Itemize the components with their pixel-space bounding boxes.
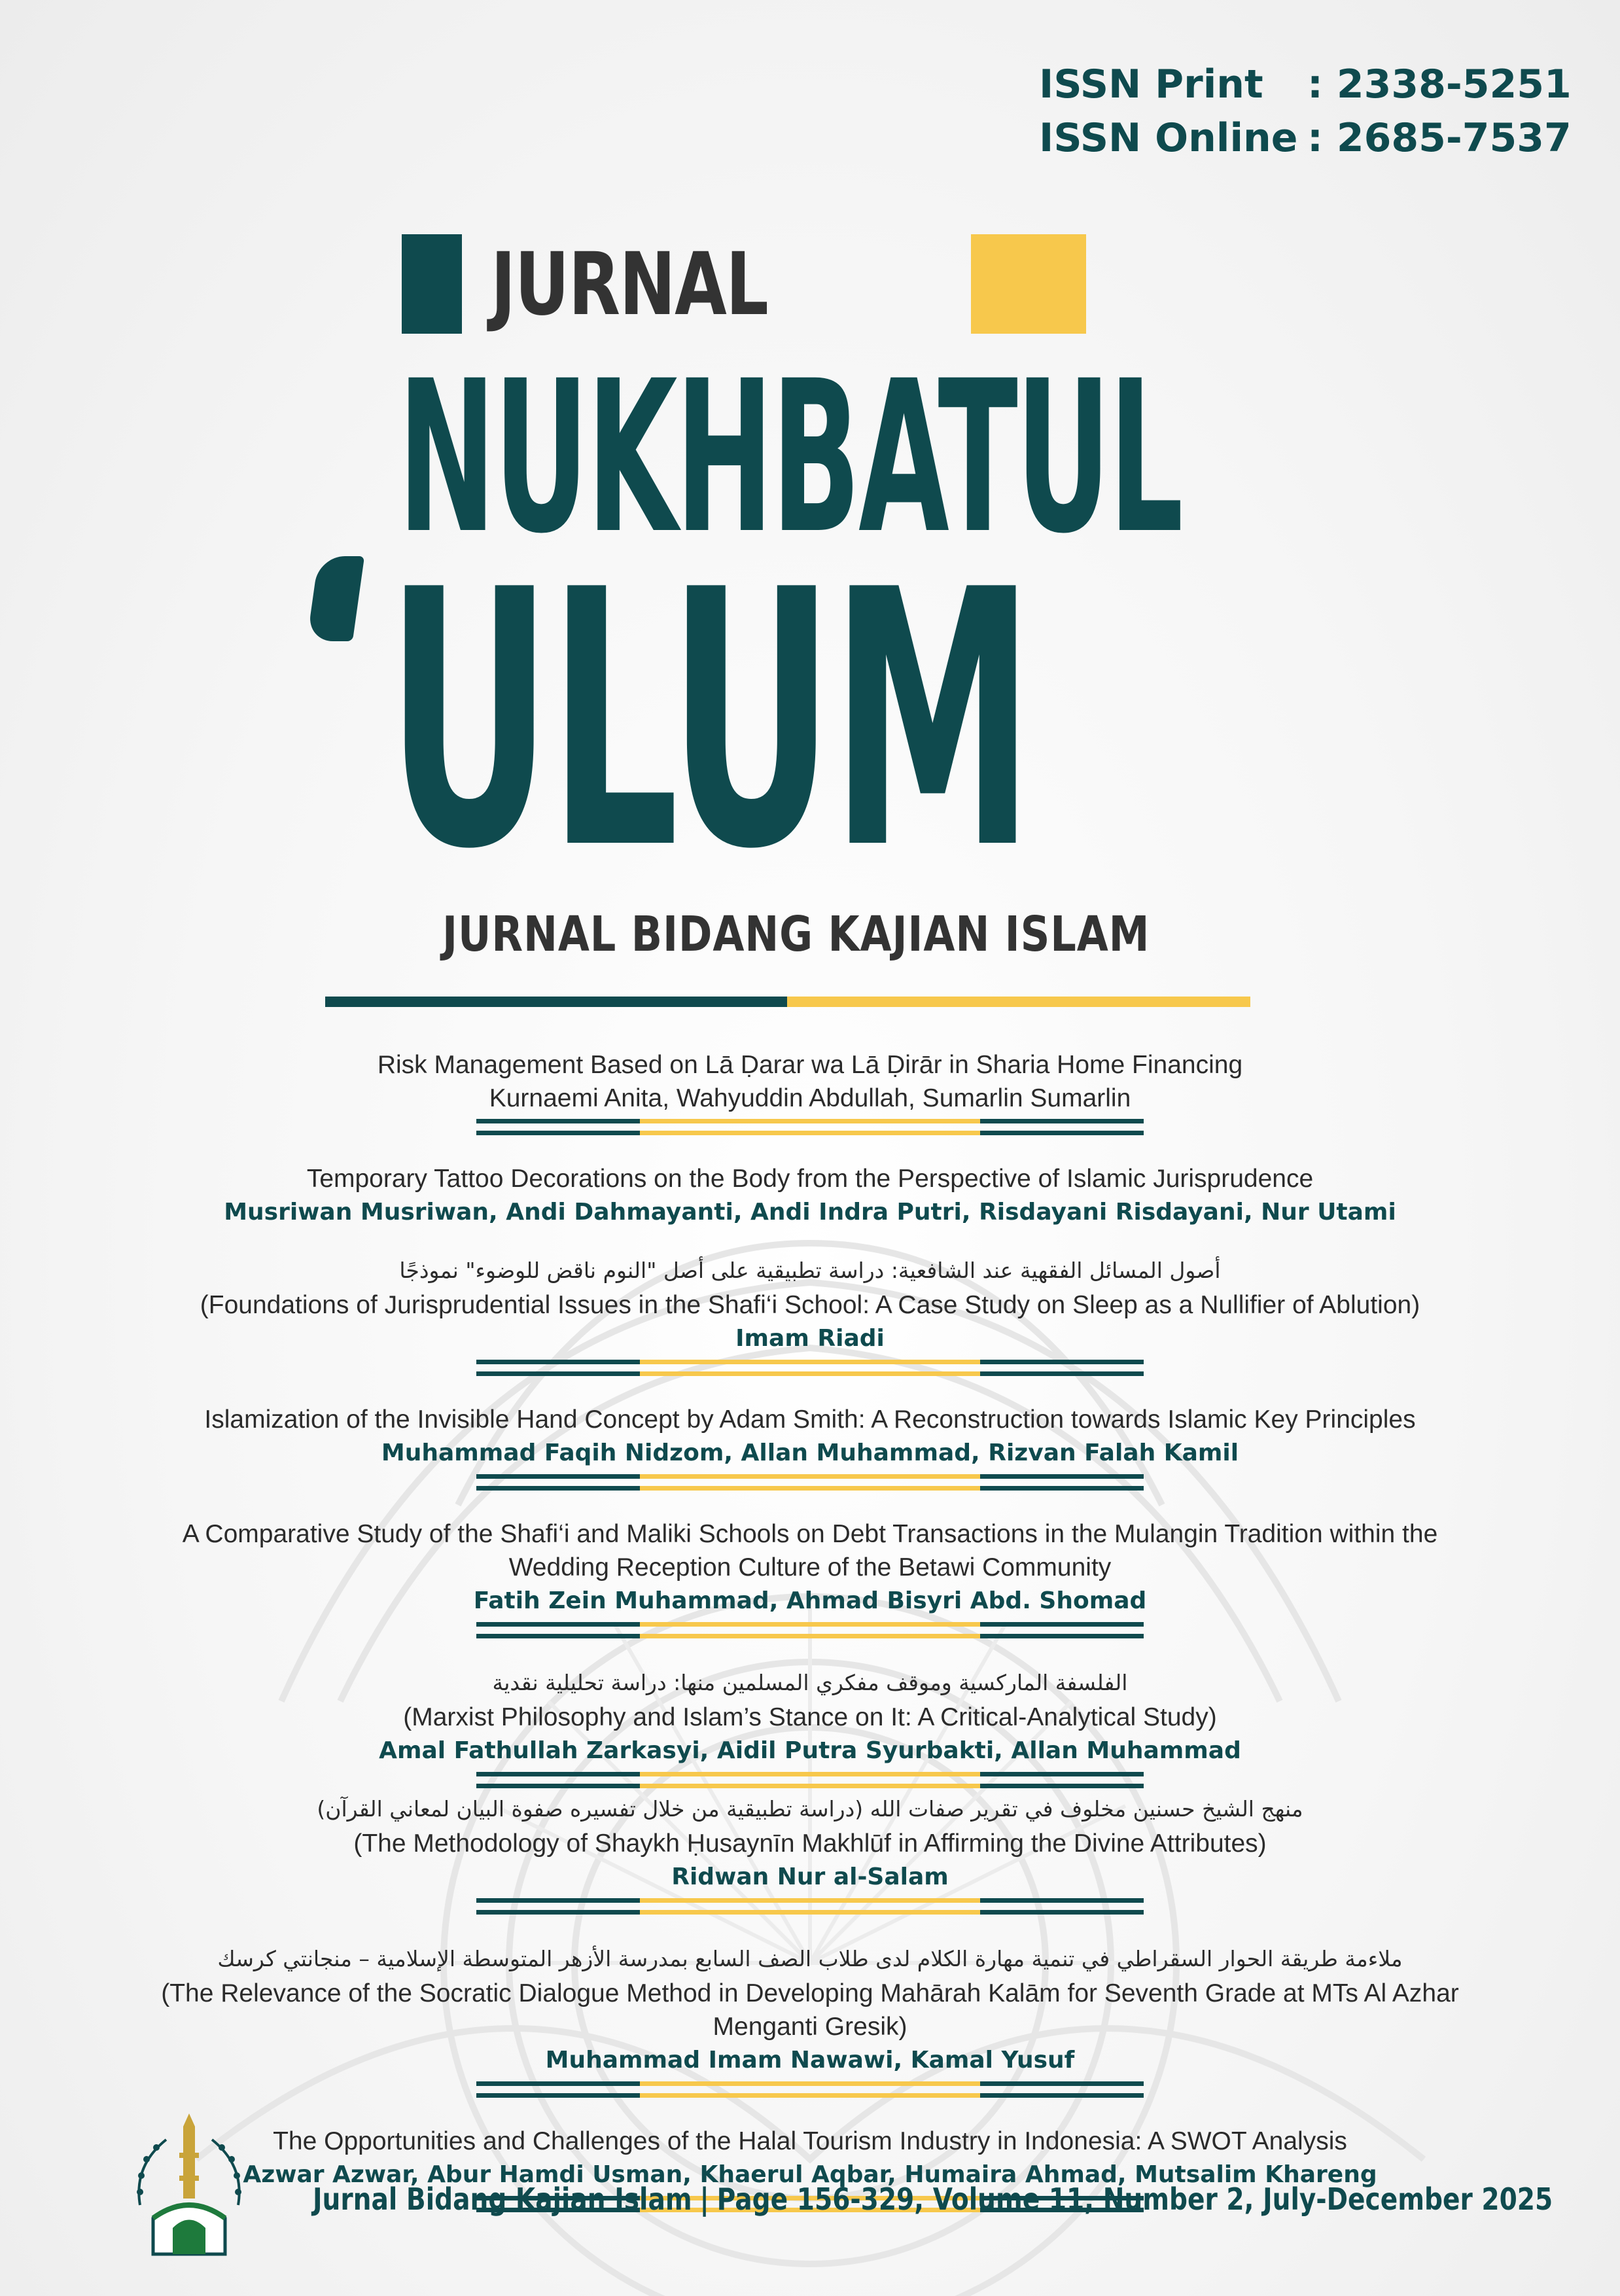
article-separator	[476, 2081, 1144, 2101]
issn-print-value: : 2338-5251	[1307, 62, 1572, 107]
masthead-subtitle: JURNAL BIDANG KAJIAN ISLAM	[442, 906, 1150, 963]
article-separator	[476, 1772, 1144, 1792]
article-authors: Muhammad Imam Nawawi, Kamal Yusuf	[545, 2047, 1075, 2074]
issn-online-value: : 2685-7537	[1307, 115, 1572, 161]
issn-block	[1039, 58, 1572, 165]
issn-print-label: ISSN Print	[1039, 62, 1263, 107]
masthead-title-line1: NUKHBATUL	[398, 336, 1182, 580]
article-5	[85, 1517, 1535, 1618]
article-1	[85, 1048, 1535, 1115]
article-title-cont: Wedding Reception Culture of the Betawi Community	[508, 1553, 1112, 1581]
article-title: A Comparative Study of the Shafi‘i and Maliki Schools on Debt Transactions in the Mulangin Tradition within the	[182, 1520, 1438, 1548]
footer-issue-details: Page 156-329, Volume 11, Number 2, July-December 2025	[716, 2181, 1553, 2217]
article-3	[85, 1253, 1535, 1356]
article-arabic-title: أصول المسائل الفقهية عند الشافعية: دراسة تطبيقية على أصل "النوم ناقض للوضوء" نموذجًا	[399, 1258, 1221, 1283]
article-title-cont: Menganti Gresik)	[713, 2013, 907, 2041]
issn-online-label: ISSN Online	[1039, 115, 1298, 161]
issn-online-row	[1039, 111, 1572, 165]
article-authors: Fatih Zein Muhammad, Ahmad Bisyri Abd. Shomad	[473, 1587, 1147, 1614]
article-separator	[476, 1360, 1144, 1379]
article-title: (The Relevance of the Socratic Dialogue Method in Developing Mahārah Kalām for Seventh Grade at MTs Al Azhar	[161, 1979, 1459, 2007]
article-title: Islamization of the Invisible Hand Concept by Adam Smith: A Reconstruction towards Islamic Key Principles	[204, 1405, 1416, 1434]
article-4	[85, 1403, 1535, 1470]
article-separator	[476, 1474, 1144, 1494]
masthead-jurnal: JURNAL	[491, 234, 768, 335]
article-title: (Foundations of Jurisprudential Issues in the Shafi‘i School: A Case Study on Sleep as a Nullifier of Ablution)	[200, 1291, 1420, 1319]
article-authors: Azwar Azwar, Abur Hamdi Usman, Khaerul Aqbar, Humaira Ahmad, Mutsalim Khareng	[243, 2161, 1377, 2188]
issn-print-row	[1039, 58, 1572, 111]
article-authors: Muhammad Faqih Nidzom, Allan Muhammad, Rizvan Falah Kamil	[381, 1439, 1239, 1466]
article-authors: Amal Fathullah Zarkasyi, Aidil Putra Syurbakti, Allan Muhammad	[379, 1737, 1241, 1764]
masthead-dark-bar	[402, 234, 462, 334]
article-authors: Imam Riadi	[735, 1325, 885, 1352]
masthead-rule-yellow	[787, 997, 1250, 1007]
article-separator	[476, 1898, 1144, 1918]
article-title: The Opportunities and Challenges of the Halal Tourism Industry in Indonesia: A SWOT Analysis	[273, 2127, 1347, 2155]
article-2	[85, 1162, 1535, 1229]
masthead-yellow-bar	[971, 234, 1086, 334]
article-title: Temporary Tattoo Decorations on the Body from the Perspective of Islamic Jurisprudence	[306, 1165, 1314, 1193]
article-authors: Kurnaemi Anita, Wahyuddin Abdullah, Sumarlin Sumarlin	[489, 1084, 1131, 1112]
article-7	[85, 1792, 1535, 1894]
masthead-rule-dark	[325, 997, 787, 1007]
article-title: (The Methodology of Shaykh Ḥusaynīn Makhlūf in Affirming the Divine Attributes)	[353, 1829, 1267, 1858]
footer	[313, 2181, 1553, 2217]
table-of-contents	[85, 1048, 1535, 2216]
article-title: Risk Management Based on Lā Ḍarar wa Lā Ḍirār in Sharia Home Financing	[377, 1051, 1243, 1079]
footer-journal-name: Jurnal Bidang Kajian Islam	[313, 2181, 692, 2217]
article-separator	[476, 1622, 1144, 1642]
article-arabic-title: منهج الشيخ حسنين مخلوف في تقرير صفات الله (دراسة تطبيقية من خلال تفسيره صفوة البيان لمعاني القرآن)	[317, 1796, 1303, 1822]
article-title: (Marxist Philosophy and Islam’s Stance on It: A Critical-Analytical Study)	[403, 1703, 1217, 1731]
article-separator	[476, 1119, 1144, 1139]
article-authors: Musriwan Musriwan, Andi Dahmayanti, Andi Indra Putri, Risdayani Risdayani, Nur Utami	[224, 1199, 1396, 1226]
article-authors: Ridwan Nur al-Salam	[671, 1863, 949, 1890]
article-8	[85, 1941, 1535, 2077]
article-arabic-title: الفلسفة الماركسية وموقف مفكري المسلمين منها: دراسة تحليلية نقدية	[492, 1670, 1128, 1695]
footer-separator: |	[699, 2181, 709, 2217]
institution-logo-icon	[127, 2113, 251, 2257]
article-6	[85, 1665, 1535, 1768]
article-arabic-title: ملاءمة طريقة الحوار السقراطي في تنمية مهارة الكلام لدى طلاب الصف السابع بمدرسة الأزهر المتوسطة الإسلامية – منجانتي كرسك	[217, 1946, 1403, 1971]
masthead-title-line2: ULUM	[386, 516, 1031, 927]
